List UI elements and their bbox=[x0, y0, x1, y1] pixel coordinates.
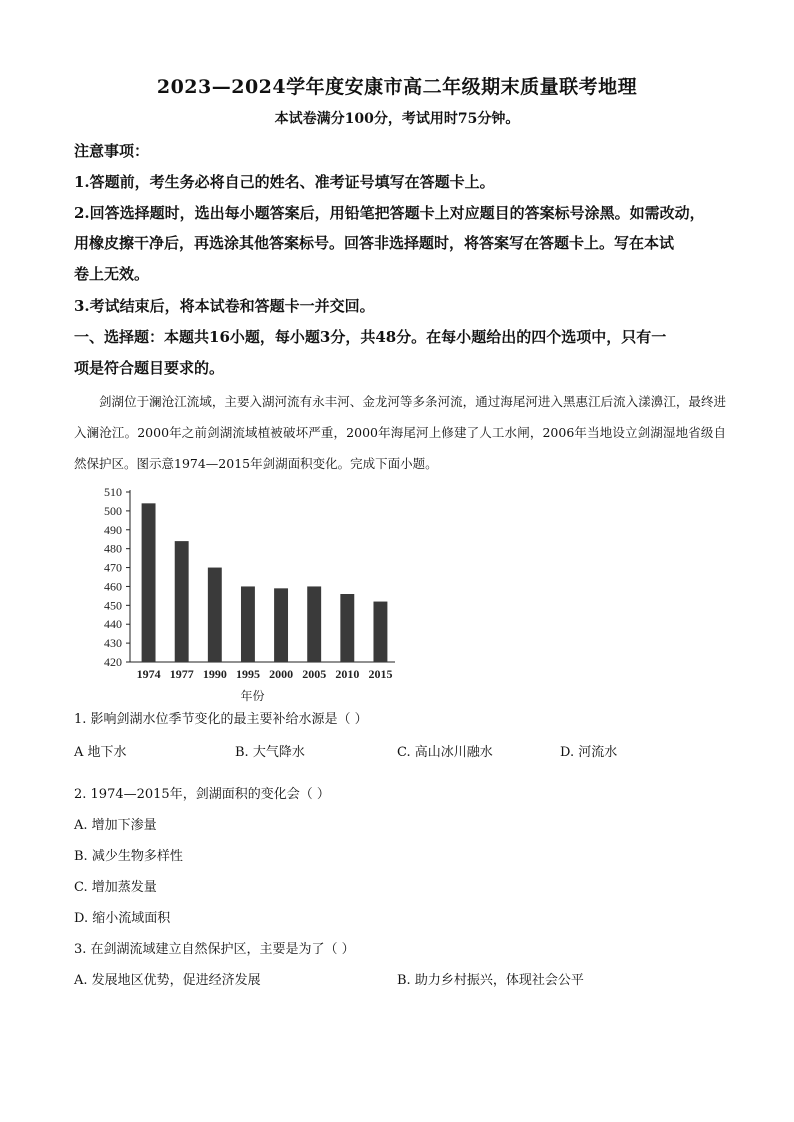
x-tick-label: 1995 bbox=[235, 667, 260, 681]
question-2-option-a[interactable]: A. 增加下渗量 bbox=[74, 818, 157, 833]
bar bbox=[175, 541, 189, 662]
x-tick-label: 2005 bbox=[302, 667, 327, 681]
x-tick-label: 1977 bbox=[169, 667, 194, 681]
bar bbox=[274, 588, 288, 662]
x-tick-label: 1974 bbox=[136, 667, 161, 681]
y-tick-label: 460 bbox=[104, 579, 122, 594]
x-tick-label: 2015 bbox=[368, 667, 393, 681]
notice-item-3: 3.考试结束后，将本试卷和答题卡一并交回。 bbox=[74, 297, 375, 315]
bar bbox=[142, 503, 156, 662]
y-tick-label: 470 bbox=[104, 560, 122, 575]
question-3-option-a[interactable]: A. 发展地区优势，促进经济发展 bbox=[74, 973, 261, 988]
exam-subtitle: 本试卷满分100分，考试用时75分钟。 bbox=[274, 111, 520, 127]
x-tick-label: 2010 bbox=[335, 667, 360, 681]
notice-item-2-line2: 用橡皮擦干净后，再选涂其他答案标号。回答非选择题时，将答案写在答题卡上。写在本试 bbox=[74, 234, 675, 252]
y-tick-label: 510 bbox=[104, 485, 122, 499]
bar bbox=[373, 602, 387, 662]
section-heading-line1: 一、选择题：本题共16小题，每小题3分，共48分。在每小题给出的四个选项中，只有一 bbox=[74, 328, 667, 346]
question-1-option-d[interactable]: D. 河流水 bbox=[560, 745, 618, 760]
exam-title: 2023—2024学年度安康市高二年级期末质量联考地理 bbox=[156, 76, 638, 98]
bar bbox=[340, 594, 354, 662]
question-intro-paragraph: 剑湖位于澜沧江流域，主要入湖河流有永丰河、金龙河等多条河流，通过海尾河进入黑惠江后流入漾濞江，最终进入澜沧江。2000年之前剑湖流域植被破坏严重，2000年海尾河上修建了人工水闸，2006年当地设立剑湖湿地省级自然保护区。图示意1974—2015年剑湖面积变化。完成下面小题。 bbox=[74, 394, 726, 471]
question-2-option-d[interactable]: D. 缩小流域面积 bbox=[74, 911, 171, 926]
notice-heading: 注意事项： bbox=[74, 142, 150, 160]
bar bbox=[241, 586, 255, 662]
y-tick-label: 480 bbox=[104, 541, 122, 556]
question-3-stem: 3. 在剑湖流域建立自然保护区，主要是为了（ ） bbox=[74, 942, 355, 957]
question-1-option-b[interactable]: B. 大气降水 bbox=[235, 745, 305, 760]
y-tick-label: 450 bbox=[104, 598, 122, 613]
question-2-option-c[interactable]: C. 增加蒸发量 bbox=[74, 880, 157, 895]
question-2-option-b[interactable]: B. 减少生物多样性 bbox=[74, 849, 183, 864]
x-axis-label: 年份 bbox=[240, 689, 265, 703]
notice-item-2-line3: 卷上无效。 bbox=[74, 265, 150, 283]
question-1-stem: 1. 影响剑湖水位季节变化的最主要补给水源是（ ） bbox=[74, 712, 368, 727]
bar bbox=[208, 568, 222, 662]
x-tick-label: 2000 bbox=[269, 667, 294, 681]
y-tick-label: 430 bbox=[104, 636, 122, 651]
y-tick-label: 420 bbox=[104, 655, 122, 669]
notice-item-2-line1: 2.回答选择题时，选出每小题答案后，用铅笔把答题卡上对应题目的答案标号涂黑。如需改动， bbox=[74, 204, 705, 222]
notice-item-1: 1.答题前，考生务必将自己的姓名、准考证号填写在答题卡上。 bbox=[74, 173, 495, 191]
question-3-option-b[interactable]: B. 助力乡村振兴，体现社会公平 bbox=[397, 973, 584, 988]
bar bbox=[307, 586, 321, 662]
question-1-option-a[interactable]: A 地下水 bbox=[74, 745, 127, 760]
lake-area-bar-chart bbox=[70, 480, 410, 710]
x-tick-label: 1990 bbox=[202, 667, 227, 681]
question-1-option-c[interactable]: C. 高山冰川融水 bbox=[397, 745, 493, 760]
section-heading-line2: 项是符合题目要求的。 bbox=[74, 359, 225, 377]
y-tick-label: 500 bbox=[104, 503, 122, 518]
question-2-stem: 2. 1974—2015年，剑湖面积的变化会（ ） bbox=[74, 787, 330, 802]
y-tick-label: 490 bbox=[104, 522, 122, 537]
y-tick-label: 440 bbox=[104, 617, 122, 632]
